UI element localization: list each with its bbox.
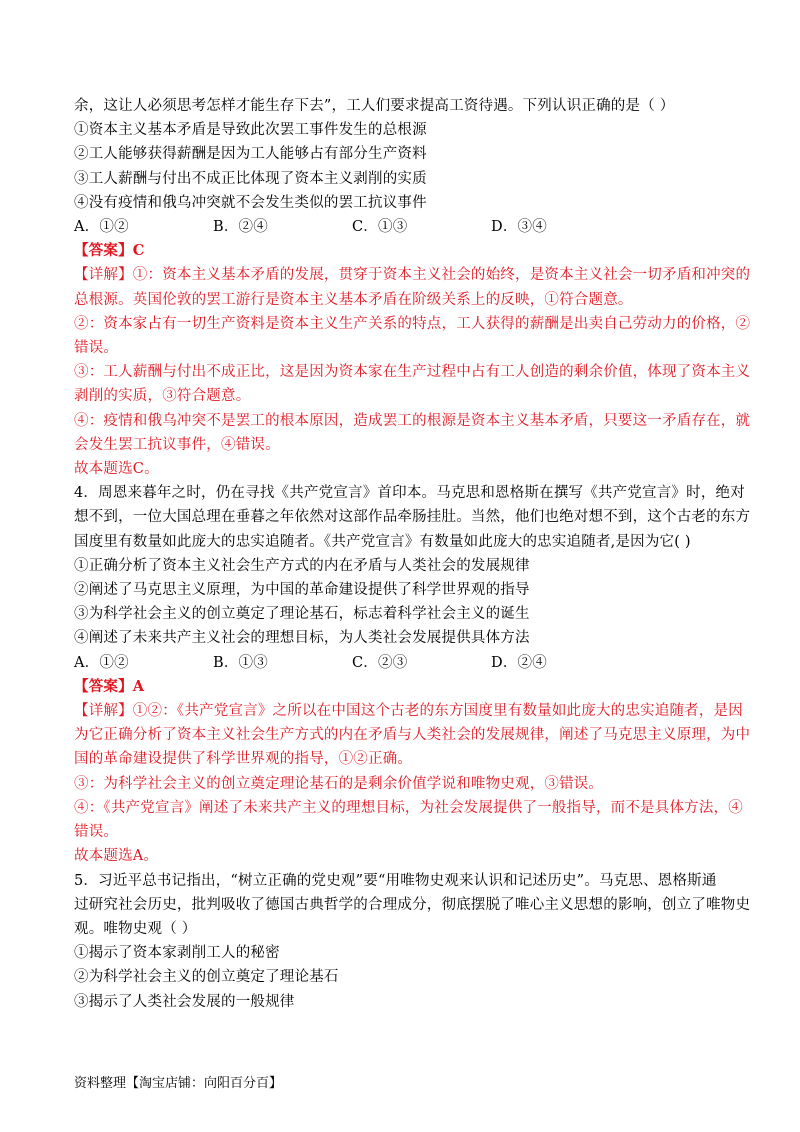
q3-analysis-line-5: ③：工人薪酬与付出不成正比，这是因为资本家在生产过程中占有工人创造的剩余价值，体现了资本主义 [74,364,751,381]
q4-option-c: C．②③ [352,654,408,671]
q3-item-4: ④没有疫情和俄乌冲突就不会发生类似的罢工抗议事件 [74,194,427,211]
document-body [74,94,751,1014]
q3-item-1: ①资本主义基本矛盾是导致此次罢工事件发生的总根源 [74,122,427,139]
q5-stem-line-1: 5．习近平总书记指出，“树立正确的党史观”要“用唯物史观来认识和记述历史”。马克思、恩格斯通 [74,872,717,889]
q3-item-3: ③工人薪酬与付出不成正比体现了资本主义剥削的实质 [74,170,427,187]
q4-option-b: B．①③ [213,654,268,671]
q4-options [74,651,726,675]
q5-stem-line-2: 过研究社会历史，批判吸收了德国古典哲学的合理成分，彻底摆脱了唯心主义思想的影响，创立了唯物史 [74,896,751,913]
q5-item-3: ③揭示了人类社会发展的一般规律 [74,993,295,1010]
q4-analysis-line-2: 为它正确分析了资本主义社会生产方式的内在矛盾与人类社会的发展规律，阐述了马克思主义原理，为中 [74,727,751,744]
q3-answer: 【答案】C [74,242,145,260]
q3-analysis-line-1: 【详解】①：资本主义基本矛盾的发展，贯穿于资本主义社会的始终，是资本主义社会一切矛盾和冲突的 [74,267,751,284]
q4-option-a: A．①② [74,654,129,671]
q3-option-c: C．①③ [352,219,408,236]
q4-stem-line-1: 4．周恩来暮年之时，仍在寻找《共产党宣言》首印本。马克思和恩格斯在撰写《共产党宣言》时，绝对 [74,485,745,502]
q5-stem-line-3: 观。唯物史观（ ） [74,920,197,937]
q4-stem-line-2: 想不到，一位大国总理在垂暮之年依然对这部作品牵肠挂肚。当然，他们也绝对想不到，这个古老的东方 [74,509,751,526]
q4-option-d: D．②④ [491,654,547,671]
q4-analysis-line-1: 【详解】①②：《共产党宣言》之所以在中国这个古老的东方国度里有数量如此庞大的忠实追随者，是因 [74,703,743,720]
q3-options [74,215,726,239]
q3-analysis-line-8: 会发生罢工抗议事件，④错误。 [74,436,280,453]
q4-item-2: ②阐述了马克思主义原理，为中国的革命建设提供了科学世界观的指导 [74,582,530,599]
q3-analysis-line-6: 剥削的实质，③符合题意。 [74,388,251,405]
q4-analysis-line-4: ③：为科学社会主义的创立奠定理论基石的是剩余价值学说和唯物史观，③错误。 [74,775,604,792]
q3-option-a: A．①② [74,219,129,236]
q4-analysis-line-5: ④：《共产党宣言》阐述了未来共产主义的理想目标，为社会发展提供了一般指导，而不是具体方法，④ [74,799,743,816]
q4-analysis-line-6: 错误。 [74,824,119,841]
q3-analysis-line-3: ②：资本家占有一切生产资料是资本主义生产关系的特点，工人获得的薪酬是出卖自己劳动力的价格，② [74,315,751,332]
q4-analysis-line-3: 国的革命建设提供了科学世界观的指导，①②正确。 [74,751,413,768]
q3-stem-tail: 余，这让人必须思考怎样才能生存下去”，工人们要求提高工资待遇。下列认识正确的是（ ） [74,98,675,114]
q3-analysis-line-7: ④：疫情和俄乌冲突不是罢工的根本原因，造成罢工的根源是资本主义基本矛盾，只要这一矛盾存在，就 [74,412,751,429]
q4-item-4: ④阐述了未来共产主义社会的理想目标，为人类社会发展提供具体方法 [74,630,530,647]
q5-item-1: ①揭示了资本家剥削工人的秘密 [74,945,280,962]
q3-option-b: B．②④ [213,219,268,236]
q5-item-2: ②为科学社会主义的创立奠定了理论基石 [74,969,339,986]
q4-item-1: ①正确分析了资本主义社会生产方式的内在矛盾与人类社会的发展规律 [74,557,530,574]
q4-stem-line-3: 国度里有数量如此庞大的忠实追随者。《共产党宣言》有数量如此庞大的忠实追随者,是因为它( ) [74,533,691,550]
q4-answer: 【答案】A [74,677,145,695]
q4-item-3: ③为科学社会主义的创立奠定了理论基石，标志着科学社会主义的诞生 [74,606,530,623]
q3-conclusion: 故本题选C。 [74,461,159,478]
q3-analysis-line-2: 总根源。英国伦敦的罢工游行是资本主义基本矛盾在阶级关系上的反映，①符合题意。 [74,291,633,308]
q3-analysis-line-4: 错误。 [74,340,119,357]
page-footer: 资料整理【淘宝店铺：向阳百分百】 [74,1076,283,1091]
q4-conclusion: 故本题选A。 [74,848,159,865]
q3-option-d: D．③④ [491,219,547,236]
q3-item-2: ②工人能够获得薪酬是因为工人能够占有部分生产资料 [74,146,427,163]
